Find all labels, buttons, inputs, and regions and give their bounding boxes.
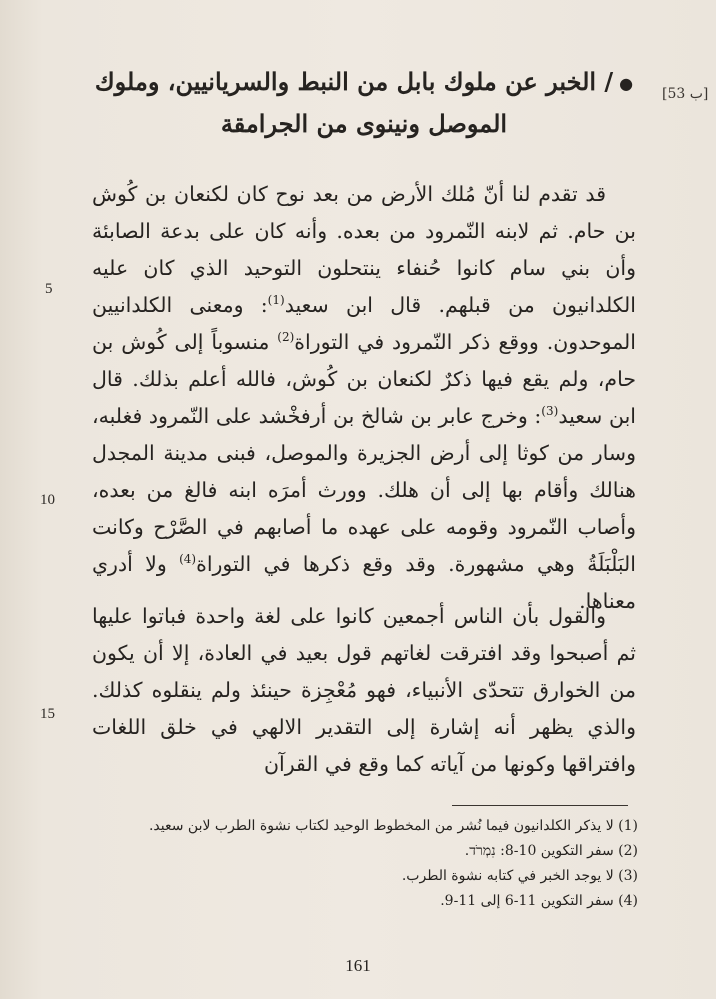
footnote-divider (452, 805, 628, 806)
footnotes (120, 814, 638, 914)
p2-text: والقول بأن الناس أجمعين كانوا على لغة واحدة فباتوا عليها ثم أصبحوا وقد افترقت لغاتهم قول بعيد في العادة، إلا أن يكون من الخوارق تتحدّى الأنبياء، فهو مُعْجِزة حينئذ ولم ينقلوه كذلك. والذي يظهر أنه إشارة إلى التقدير الالهي في خلق اللغات وافتراقها وكونها من آياته كما وقع في القرآن (92, 604, 636, 776)
page-number: 161 (345, 956, 371, 975)
heading-text: / الخبر عن ملوك بابل من النبط والسريانيين، وملوك الموصل ونينوى من الجرامقة (94, 67, 614, 138)
footnote-ref-3[interactable]: (3) (541, 404, 559, 419)
p1-part-a: قد تقدم لنا أنّ مُلك الأرض من بعد نوح كان لكنعان بن كُوش بن حام. ثم لابنه النّمرود من بعده. وأنه كان على بدعة الصابئة وأن بني سام كانوا حُنفاء ينتحلون التوحيد الذي كان عليه الكلدانيون من قبلهم. قال ابن سعيد (92, 182, 636, 317)
section-heading (70, 62, 658, 144)
paragraph-1 (92, 176, 636, 620)
p1-part-b: : ومعنى الكلدانيين الموحدون. ووقع ذكر النّمرود في التوراة (92, 293, 636, 354)
paragraph-2 (92, 598, 636, 783)
footnote-ref-4[interactable]: (4) (179, 552, 197, 567)
p1-part-d: : وخرج عابر بن شالخ بن أرفخْشد على النّمرود فغلبه، وسار من كوثا إلى أرض الجزيرة والموصل، فبنى مدينة المجدل هنالك وأقام بها إلى أن هلك. وورث أمرَه ابنه فالغ من بعده، وأصاب النّمرود وقومه على عهده ما أصابهم في الصَّرْح وكانت البَلْبَلَةُ وهي مشهورة. وقد وقع ذكرها في التوراة (92, 404, 636, 576)
footnote-4: (4) سفر التكوين 11-6 إلى 11-9. (440, 893, 638, 909)
bullet-icon: ● (619, 73, 634, 93)
line-number-15: 15 (40, 706, 55, 722)
footnote-1: (1) لا يذكر الكلدانيون فيما نُشر من المخطوط الوحيد لكتاب نشوة الطرب لابن سعيد. (148, 818, 638, 834)
footnote-2: (2) سفر التكوين 10-8: נִמְרֹד. (464, 843, 638, 859)
p1-part-e: ولا أدري معناها. (92, 552, 636, 613)
footnote-ref-2[interactable]: (2) (277, 330, 295, 345)
line-number-5: 5 (45, 281, 53, 297)
margin-folio-reference: [53 ب] (662, 86, 709, 102)
p1-part-c: منسوباً إلى كُوش بن حام، ولم يقع فيها ذكرٌ لكنعان بن كُوش، فالله أعلم بذلك. قال ابن سعيد (92, 330, 636, 428)
line-number-10: 10 (40, 492, 55, 508)
footnote-3: (3) لا يوجد الخبر في كتابه نشوة الطرب. (401, 868, 638, 884)
footnote-ref-1[interactable]: (1) (267, 293, 285, 308)
